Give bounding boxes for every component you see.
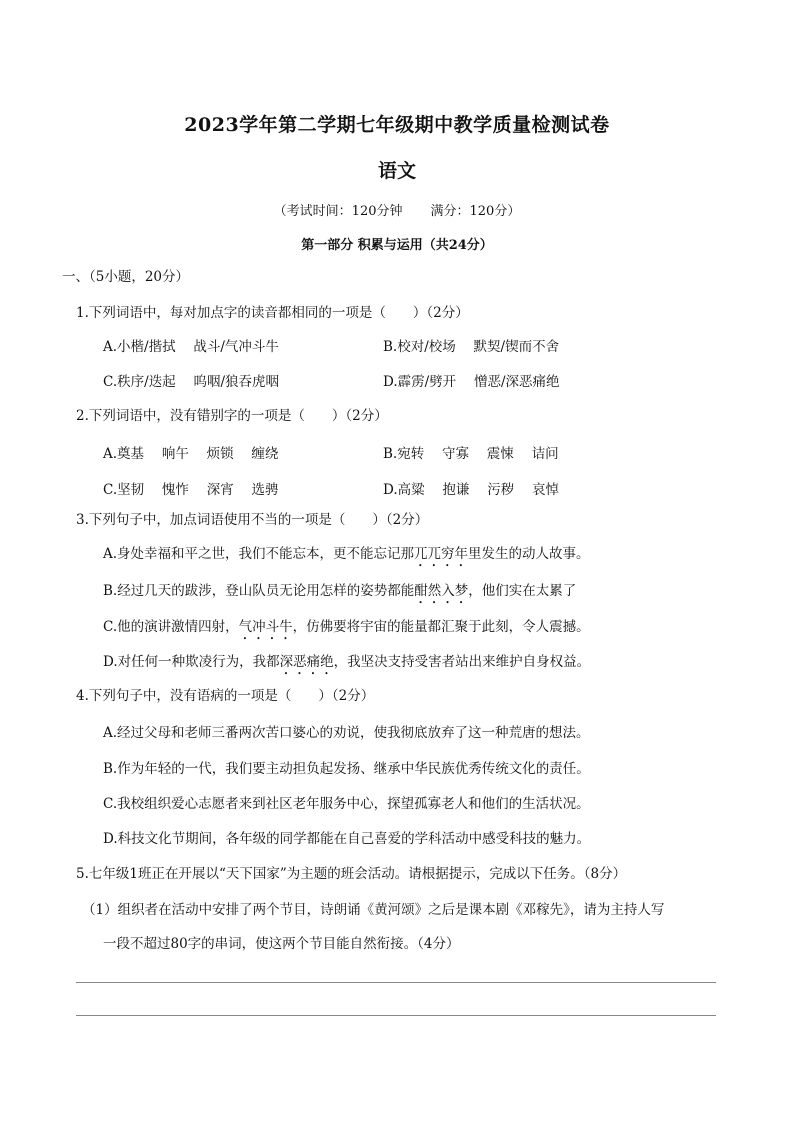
dotted-phrase: 深恶痛绝 [279, 654, 334, 670]
question-5-sub1-line1: （1）组织者在活动中安排了两个节目，诗朗诵《黄河颂》之后是课本剧《邓稼先》，请为主持人写 [82, 902, 665, 918]
question-2-option-a[interactable]: A.奠基 响午 烦锁 缠绕 [103, 446, 279, 462]
question-3-option-c[interactable] [103, 618, 590, 643]
question-2-option-c[interactable]: C.坚韧 愧怍 深宵 选骋 [103, 482, 279, 498]
subject-title: 语文 [377, 160, 416, 182]
dotted-phrase: 酣然入梦 [414, 583, 469, 599]
part-title: 第一部分 积累与运用（共24分） [301, 238, 493, 253]
option-text: 里发生的动人故事。 [468, 546, 590, 562]
question-5-stem: 5.七年级1班正在开展以“天下国家”为主题的班会活动。请根据提示，完成以下任务。（8分） [76, 866, 627, 882]
option-text: ，仿佛要将宇宙的能量都汇聚于此刻，令人震撼。 [292, 619, 590, 635]
question-4-option-b[interactable]: B.作为年轻的一代，我们要主动担负起发扬、继承中华民族优秀传统文化的责任。 [103, 761, 590, 777]
question-3-option-b[interactable] [103, 582, 576, 607]
question-3-stem: 3.下列句子中，加点词语使用不当的一项是（ ）（2分） [76, 512, 429, 528]
answer-line[interactable] [76, 1015, 716, 1016]
option-text: D.对任何一种欺凌行为，我都 [103, 654, 280, 670]
question-2-option-d[interactable]: D.高粱 抱谦 污秽 哀悼 [383, 482, 560, 498]
option-text: B.经过几天的跋涉，登山队员无论用怎样的姿势都能 [103, 583, 415, 599]
question-4-option-c[interactable]: C.我校组织爱心志愿者来到社区老年服务中心，探望孤寡老人和他们的生活状况。 [103, 796, 590, 812]
answer-line[interactable] [76, 982, 716, 983]
question-5-sub1-line2: 一段不超过80字的串词，使这两个节目能自然衔接。（4分） [103, 936, 460, 952]
exam-time: （考试时间：120分钟 [273, 204, 403, 219]
question-1-stem: 1.下列词语中，每对加点字的读音都相同的一项是（ ）（2分） [76, 305, 469, 321]
question-4-option-d[interactable]: D.科技文化节期间，各年级的同学都能在自己喜爱的学科活动中感受科技的魅力。 [103, 831, 591, 847]
question-1-option-c[interactable]: C.秩序/迭起 呜咽/狼吞虎咽 [103, 374, 280, 390]
question-1-option-a[interactable]: A.小楷/揩拭 战斗/气冲斗牛 [103, 339, 279, 355]
question-2-option-b[interactable]: B.宛转 守寡 震悚 诘问 [383, 446, 559, 462]
option-text: ，我坚决支持受害者站出来维护自身权益。 [333, 654, 591, 670]
exam-score: 满分：120分） [430, 204, 521, 219]
question-1-option-b[interactable]: B.校对/校场 默契/锲而不舍 [383, 339, 560, 355]
exam-info [0, 200, 794, 219]
question-3-option-d[interactable] [103, 653, 590, 678]
dotted-phrase: 兀兀穷年 [414, 546, 469, 562]
section-heading: 一、（5小题，20分） [62, 269, 190, 285]
option-text: C.他的演讲激情四射， [103, 619, 239, 635]
exam-title: 2023学年第二学期七年级期中教学质量检测试卷 [184, 114, 610, 136]
option-text: ，他们实在太累了 [468, 583, 577, 599]
option-text: A.身处幸福和平之世，我们不能忘本，更不能忘记那 [103, 546, 415, 562]
question-3-option-a[interactable] [103, 545, 590, 570]
question-4-option-a[interactable]: A.经过父母和老师三番两次苦口婆心的劝说，使我彻底放弃了这一种荒唐的想法。 [103, 725, 590, 741]
question-1-option-d[interactable]: D.霹雳/劈开 憎恶/深恶痛绝 [383, 374, 560, 390]
dotted-phrase: 气冲斗牛 [238, 619, 293, 635]
question-2-stem: 2.下列词语中，没有错别字的一项是（ ）（2分） [76, 408, 388, 424]
question-4-stem: 4.下列句子中，没有语病的一项是（ ）（2分） [76, 688, 375, 704]
